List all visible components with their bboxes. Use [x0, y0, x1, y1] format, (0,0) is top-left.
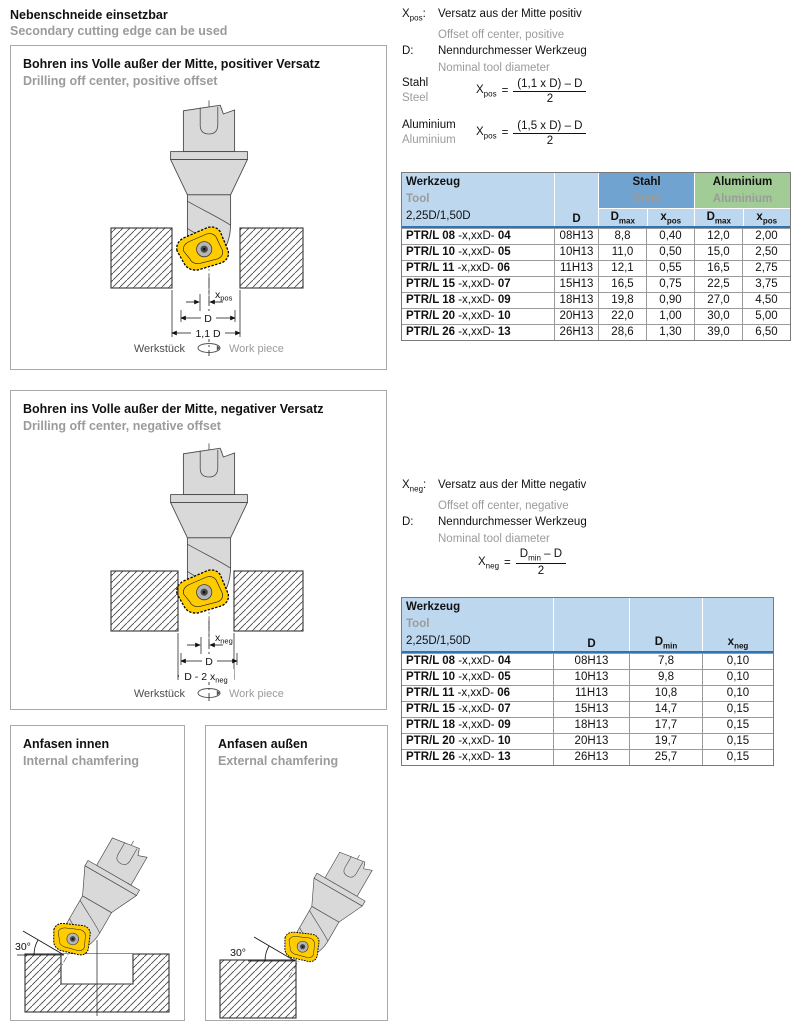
value-cell: 19,8	[598, 293, 646, 308]
value-cell: 4,50	[742, 293, 790, 308]
table-header	[402, 173, 790, 228]
workpiece-label-en: Work piece	[229, 343, 284, 355]
value-cell: 0,55	[646, 261, 694, 276]
value-cell: 0,50	[646, 245, 694, 260]
value-cell: 1,00	[646, 309, 694, 324]
header-dmax: $D_{max}$	[695, 209, 743, 226]
value-cell: 19,7	[629, 734, 702, 749]
table-header	[402, 598, 773, 653]
value-cell: 6,50	[742, 325, 790, 340]
value-cell: 15H13	[554, 277, 598, 292]
value-cell: 08H13	[554, 229, 598, 244]
dimension-label-11d: 1,1 D	[195, 328, 221, 340]
formula-steel	[402, 76, 586, 106]
table-row	[402, 669, 773, 685]
fraction: $\frac{\text{(1,1 x D) – D}}{2}$	[513, 78, 586, 105]
value-cell: 8,8	[598, 229, 646, 244]
value-cell: 2,75	[742, 261, 790, 276]
panel-negative-title-de: Bohren ins Volle außer der Mitte, negativer Versatz	[23, 402, 324, 416]
table-body	[402, 228, 790, 340]
panel-chamfer-internal-title-de: Anfasen innen	[23, 737, 110, 751]
value-cell: 10,8	[629, 686, 702, 701]
formula-lhs: $X_{neg}$	[478, 555, 500, 570]
workpiece-right	[240, 228, 303, 288]
value-cell: 11,0	[598, 245, 646, 260]
tool-designation-cell: PTR/L 18 -x,xxD- 09	[406, 294, 511, 306]
panel-negative-title	[11, 391, 386, 434]
value-cell: 26H13	[554, 325, 598, 340]
panel-positive-title	[11, 46, 386, 89]
value-cell: 39,0	[694, 325, 742, 340]
material-label: Stahl Steel	[402, 77, 429, 104]
value-cell: 27,0	[694, 293, 742, 308]
value-cell: 15H13	[553, 702, 629, 717]
workpiece	[220, 960, 296, 1018]
material-label: Aluminium Aluminium	[402, 119, 456, 146]
table-row	[402, 653, 773, 669]
table-row	[402, 260, 790, 276]
value-cell: 10H13	[553, 670, 629, 685]
fraction: $\frac{\text{(1,5 x D) – D}}{2}$	[513, 120, 586, 147]
drill-illustration-negative-offset	[15, 441, 379, 705]
legend-symbol-xneg: $X_{neg}$:	[402, 479, 427, 494]
tool-designation-cell: PTR/L 10 -x,xxD- 05	[406, 246, 511, 258]
workpiece-left	[111, 228, 172, 288]
table-negative-offset	[401, 597, 774, 766]
header-dmax: $D_{max}$	[599, 209, 647, 226]
value-cell: 5,00	[742, 309, 790, 324]
panel-positive-title-de: Bohren ins Volle außer der Mitte, positiver Versatz	[23, 57, 321, 71]
table-row	[402, 228, 790, 244]
table-row	[402, 324, 790, 340]
value-cell: 22,0	[598, 309, 646, 324]
legend-text: Offset off center, positive	[438, 28, 565, 41]
legend-text: Nominal tool diameter	[438, 61, 550, 74]
value-cell: 30,0	[694, 309, 742, 324]
value-cell: 2,00	[742, 229, 790, 244]
chamfer-angle-label: 30°	[230, 947, 246, 959]
dimension-label-d-minus-2xneg: D - 2 $x_{neg}$	[184, 671, 228, 685]
value-cell: 08H13	[553, 654, 629, 669]
legend-text: Nominal tool diameter	[438, 532, 550, 545]
page-heading-de: Nebenschneide einsetzbar	[10, 8, 168, 22]
panel-chamfer-internal-title-en: Internal chamfering	[23, 753, 139, 768]
workpiece-left	[111, 571, 178, 631]
value-cell: 17,7	[629, 718, 702, 733]
legend-text: Offset off center, negative	[438, 499, 569, 512]
panel-chamfer-external-title-en: External chamfering	[218, 753, 339, 768]
value-cell: 11H13	[554, 261, 598, 276]
value-cell: 0,40	[646, 229, 694, 244]
chamfer-angle-label: 30°	[15, 941, 31, 953]
value-cell: 11H13	[553, 686, 629, 701]
table-row	[402, 685, 773, 701]
value-cell: 12,1	[598, 261, 646, 276]
value-cell: 16,5	[598, 277, 646, 292]
table-body	[402, 653, 773, 765]
tool-designation-cell: PTR/L 26 -x,xxD- 13	[406, 751, 511, 763]
panel-positive-title-en: Drilling off center, positive offset	[23, 73, 218, 88]
drill-illustration-external-chamfer	[206, 768, 385, 1020]
value-cell: 20H13	[553, 734, 629, 749]
legend-negative	[402, 477, 787, 547]
value-cell: 22,5	[694, 277, 742, 292]
workpiece-right	[234, 571, 303, 631]
panel-chamfer-external-title	[206, 726, 387, 769]
tool-designation-cell: PTR/L 11 -x,xxD- 06	[406, 262, 510, 274]
value-cell: 0,75	[646, 277, 694, 292]
workpiece-label-de: Werkstück	[133, 343, 185, 355]
value-cell: 3,75	[742, 277, 790, 292]
value-cell: 7,8	[629, 654, 702, 669]
equals-sign: =	[501, 85, 509, 97]
table-row	[402, 733, 773, 749]
value-cell: 2,50	[742, 245, 790, 260]
dimension-label-d: D	[205, 656, 213, 668]
value-cell: 18H13	[553, 718, 629, 733]
value-cell: 0,15	[702, 750, 773, 765]
dimension-label-d: D	[204, 313, 212, 325]
value-cell: 20H13	[554, 309, 598, 324]
value-cell: 0,15	[702, 734, 773, 749]
formula-lhs: $X_{pos}$	[476, 83, 497, 99]
fraction: $\frac{D_{min} - D}{2}$	[516, 548, 566, 577]
tool-designation-cell: PTR/L 26 -x,xxD- 13	[406, 326, 511, 338]
table-row	[402, 701, 773, 717]
workpiece-label-de: Werkstück	[133, 688, 185, 700]
value-cell: 26H13	[553, 750, 629, 765]
tool-designation-cell: PTR/L 18 -x,xxD- 09	[406, 719, 511, 731]
panel-chamfer-internal-title	[11, 726, 184, 769]
value-cell: 0,10	[702, 654, 773, 669]
tool-designation-cell: PTR/L 10 -x,xxD- 05	[406, 671, 511, 683]
legend-positive	[402, 6, 787, 76]
equals-sign: =	[504, 556, 511, 569]
tool-designation-cell: PTR/L 20 -x,xxD- 10	[406, 310, 511, 322]
panel-positive-offset	[10, 45, 387, 370]
workpiece-label-en: Work piece	[229, 688, 284, 700]
table-row	[402, 276, 790, 292]
value-cell: 28,6	[598, 325, 646, 340]
page-heading	[10, 7, 227, 39]
panel-chamfer-external-title-de: Anfasen außen	[218, 737, 308, 751]
value-cell: 1,30	[646, 325, 694, 340]
value-cell: 9,8	[629, 670, 702, 685]
legend-text: Versatz aus der Mitte positiv	[438, 8, 582, 20]
value-cell: 25,7	[629, 750, 702, 765]
drill-illustration-internal-chamfer	[11, 768, 182, 1020]
tool-designation-cell: PTR/L 08 -x,xxD- 04	[406, 655, 511, 667]
legend-text: Nenndurchmesser Werkzeug	[438, 45, 587, 58]
tool-designation-cell: PTR/L 11 -x,xxD- 06	[406, 687, 510, 699]
legend-text: Versatz aus der Mitte negativ	[438, 479, 587, 491]
value-cell: 10H13	[554, 245, 598, 260]
value-cell: 16,5	[694, 261, 742, 276]
value-cell: 14,7	[629, 702, 702, 717]
drill-tool	[171, 100, 248, 295]
value-cell: 0,10	[702, 686, 773, 701]
table-row	[402, 292, 790, 308]
tool-designation-cell: PTR/L 08 -x,xxD- 04	[406, 230, 511, 242]
header-aluminium-group: Aluminium Aluminium $D_{max}$ $x_{pos}$	[694, 173, 790, 226]
value-cell: 18H13	[554, 293, 598, 308]
legend-symbol-d: D:	[402, 516, 414, 529]
drill-illustration-positive-offset	[15, 98, 379, 360]
formula-aluminium	[402, 118, 586, 148]
header-d-column: D	[554, 173, 598, 226]
panel-chamfer-internal	[10, 725, 185, 1021]
value-cell: 0,15	[702, 718, 773, 733]
header-tool-column: Werkzeug Tool 2,25D/1,50D	[402, 598, 553, 651]
table-row	[402, 308, 790, 324]
formula-negative	[470, 548, 566, 577]
table-row	[402, 749, 773, 765]
tool-designation-cell: PTR/L 20 -x,xxD- 10	[406, 735, 511, 747]
value-cell: 0,15	[702, 702, 773, 717]
tool-designation-cell: PTR/L 15 -x,xxD- 07	[406, 703, 511, 715]
value-cell: 15,0	[694, 245, 742, 260]
panel-chamfer-external	[205, 725, 388, 1021]
value-cell: 0,90	[646, 293, 694, 308]
panel-negative-title-en: Drilling off center, negative offset	[23, 418, 221, 433]
header-dmin: $D_{min}$	[629, 598, 702, 651]
header-xpos: $x_{pos}$	[647, 209, 695, 226]
legend-symbol-d: D:	[402, 45, 414, 58]
header-d-column: D	[553, 598, 629, 651]
equals-sign: =	[501, 127, 509, 139]
value-cell: 12,0	[694, 229, 742, 244]
header-steel-group: Stahl Steel $D_{max}$ $x_{pos}$	[598, 173, 694, 226]
table-positive-offset	[401, 172, 791, 341]
header-xpos: $x_{pos}$	[743, 209, 791, 226]
legend-text: Nenndurchmesser Werkzeug	[438, 516, 587, 529]
formula-lhs: $X_{pos}$	[476, 125, 497, 141]
dimension-label-xneg: $x_{neg}$	[215, 632, 233, 646]
legend-symbol-xpos: $X_{pos}$:	[402, 8, 426, 23]
tool-designation-cell: PTR/L 15 -x,xxD- 07	[406, 278, 511, 290]
dimension-label-xpos: $x_{pos}$	[215, 289, 233, 303]
header-xneg: $x_{neg}$	[702, 598, 773, 651]
table-row	[402, 717, 773, 733]
panel-negative-offset	[10, 390, 387, 710]
page-heading-en: Secondary cutting edge can be used	[10, 24, 228, 38]
value-cell: 0,10	[702, 670, 773, 685]
table-row	[402, 244, 790, 260]
header-tool-column: Werkzeug Tool 2,25D/1,50D	[402, 173, 554, 226]
